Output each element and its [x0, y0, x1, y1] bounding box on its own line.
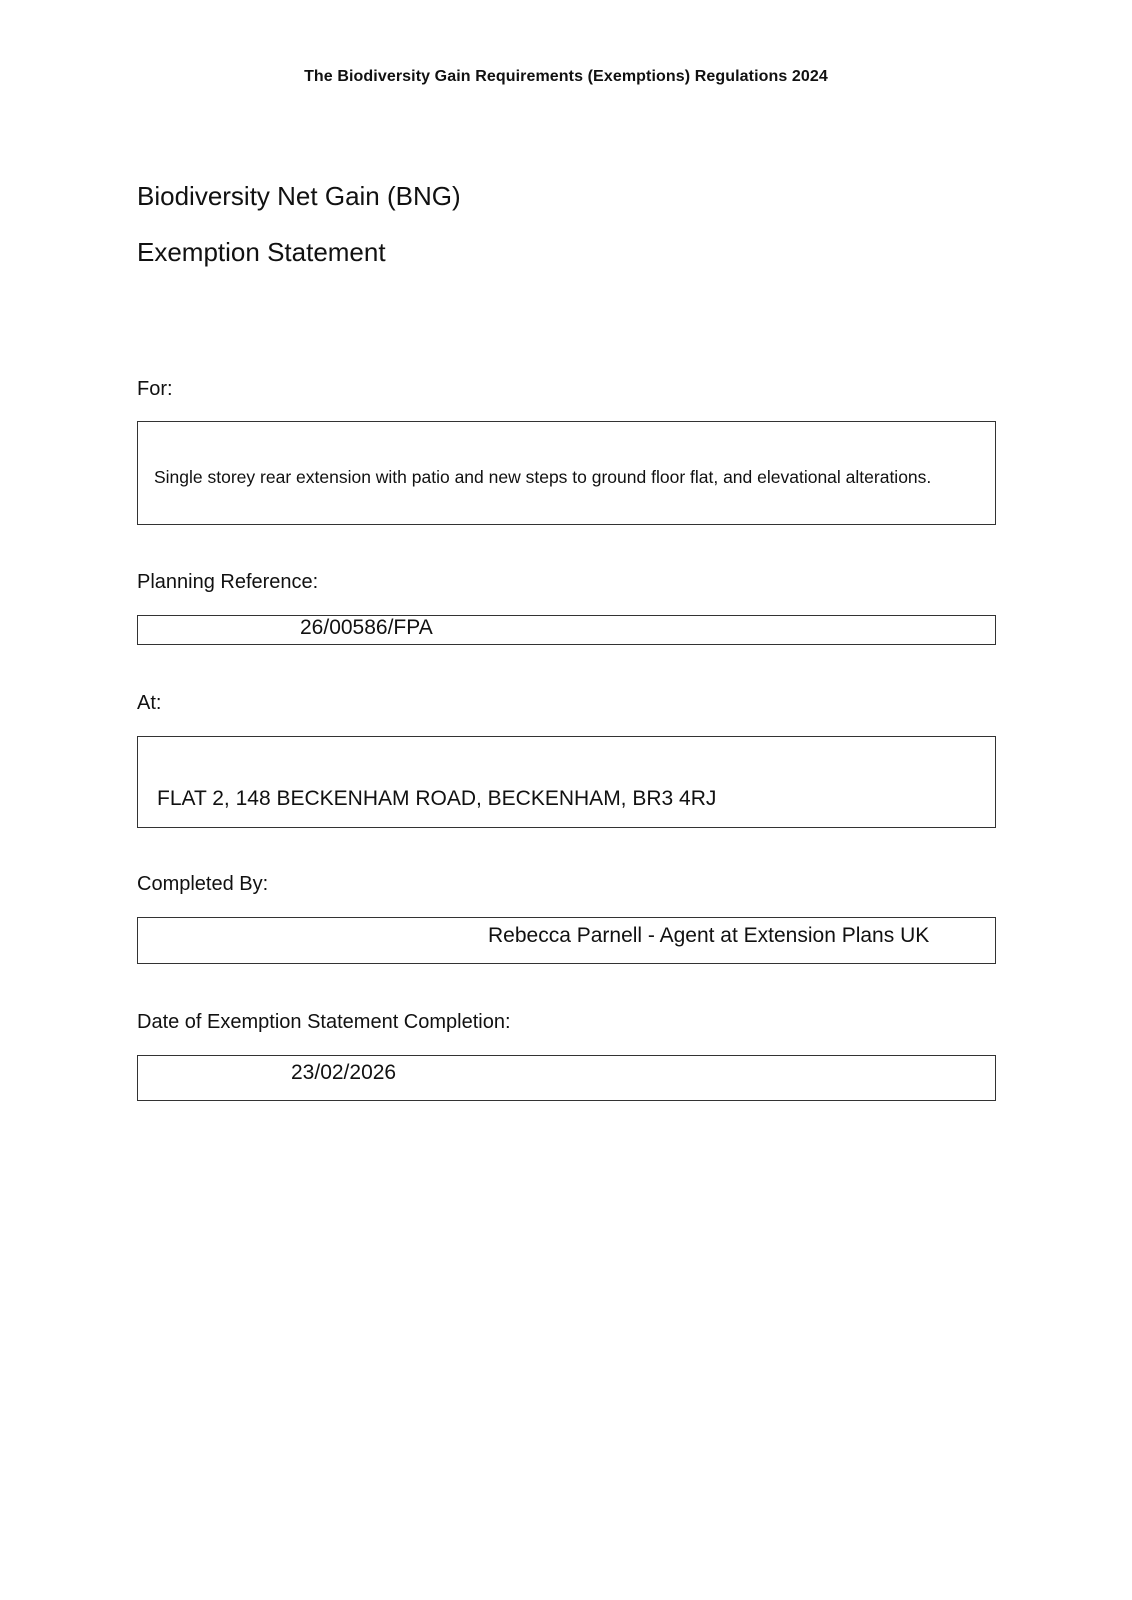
planning-reference-value: 26/00586/FPA: [300, 616, 433, 639]
completion-date-label: Date of Exemption Statement Completion:: [137, 1011, 511, 1033]
for-label: For:: [137, 378, 173, 400]
document-title: Biodiversity Net Gain (BNG): [137, 181, 461, 211]
completion-date-box: [137, 1055, 996, 1101]
for-box: [137, 421, 996, 525]
planning-reference-box: [137, 615, 996, 645]
site-address-box: [137, 736, 996, 828]
completed-by-box: [137, 917, 996, 964]
completed-by-value: Rebecca Parnell - Agent at Extension Plans UK: [488, 924, 930, 947]
document-subtitle: Exemption Statement: [137, 237, 386, 267]
for-value: Single storey rear extension with patio and new steps to ground floor flat, and elevational alterations.: [154, 467, 932, 487]
regulation-header: The Biodiversity Gain Requirements (Exemptions) Regulations 2024: [304, 68, 828, 85]
planning-reference-label: Planning Reference:: [137, 571, 319, 593]
site-address-label: At:: [137, 692, 162, 714]
completed-by-label: Completed By:: [137, 873, 269, 895]
site-address-value: FLAT 2, 148 BECKENHAM ROAD, BECKENHAM, BR3 4RJ: [157, 787, 717, 810]
completion-date-value: 23/02/2026: [291, 1061, 397, 1084]
